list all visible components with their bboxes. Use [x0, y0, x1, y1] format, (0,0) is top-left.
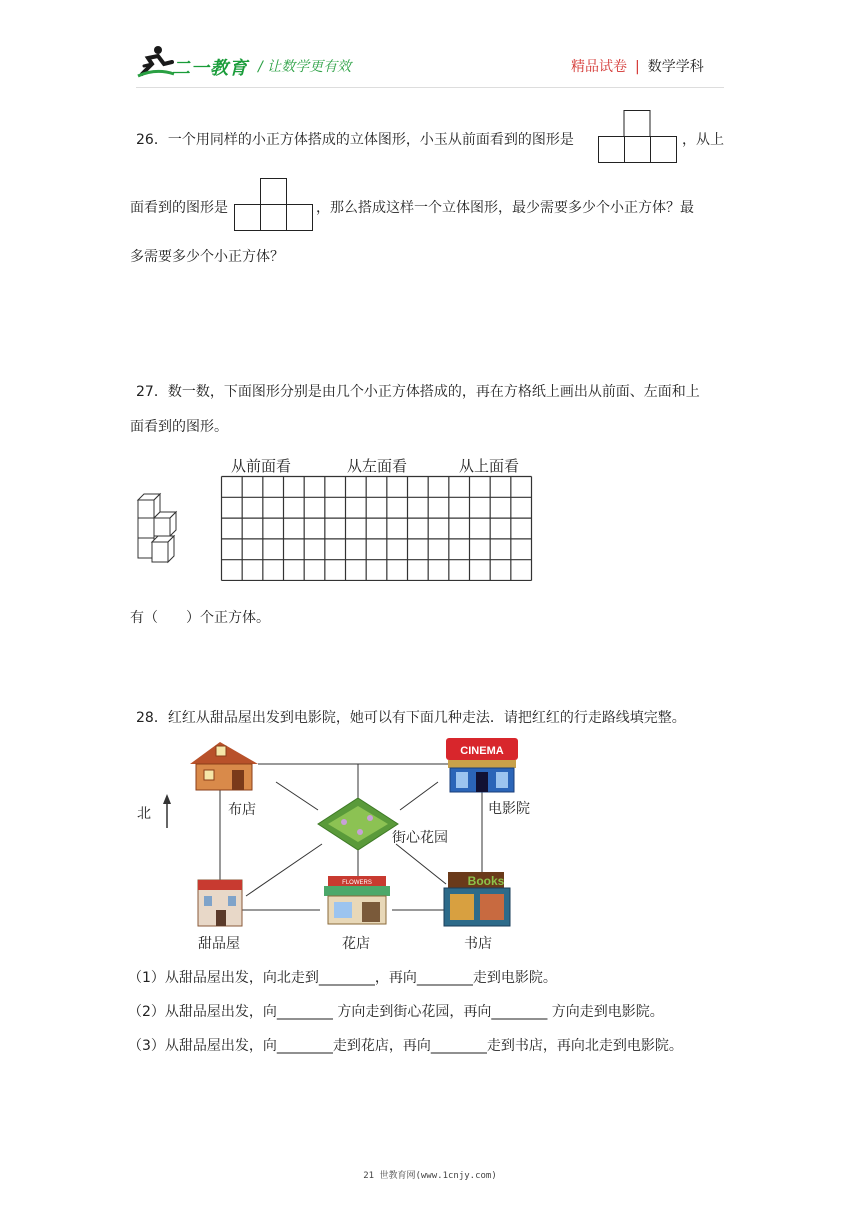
q28-map [130, 734, 550, 956]
q26-front-view-figure [598, 110, 678, 164]
q27-answer-grid [220, 475, 533, 581]
footer: 21 世教育网(www.1cnjy.com) [363, 1171, 497, 1181]
north-arrow-icon [163, 794, 171, 804]
cinema-sign: CINEMA [460, 745, 504, 757]
q27-line2: 面看到的图形。 [130, 419, 228, 435]
q28-item-1: （1）从甜品屋出发，向北走到________，再向________走到电影院。 [128, 970, 557, 986]
header-divider [136, 87, 724, 88]
map-label-garden: 街心花园 [392, 830, 448, 846]
slogan: / 让数学更有效 [258, 59, 352, 75]
map-label-dessert: 甜品屋 [198, 936, 240, 952]
q27-cube-figure [134, 492, 186, 566]
grid-label-left: 从左面看 [347, 457, 408, 475]
q26-top-view-figure [234, 178, 314, 234]
q26-part4: ，那么搭成这样一个立体图形，最少需要多少个小正方体？最 [316, 200, 694, 216]
q28-item-3: （3）从甜品屋出发，向________走到花店，再向________走到书店，再向北走到电影院。 [128, 1038, 683, 1054]
q26-part5: 多需要多少个小正方体？ [130, 249, 284, 265]
map-label-cloth-store: 布店 [228, 802, 256, 818]
header-tag-left: 精品试卷 [571, 59, 627, 75]
runner-logo-icon [136, 44, 176, 80]
grid-label-top: 从上面看 [459, 457, 520, 475]
q28-intro: 28．红红从甜品屋出发到电影院，她可以有下面几种走法．请把红红的行走路线填完整。 [136, 710, 686, 726]
header-separator: | [635, 59, 640, 75]
cloth-store-icon [190, 742, 258, 790]
flower-shop-icon [324, 876, 390, 924]
grid-label-front: 从前面看 [231, 457, 292, 475]
logo-text: 二一教育 [172, 58, 248, 79]
header-tag-right: 数学学科 [647, 59, 704, 75]
dessert-shop-icon [198, 880, 242, 926]
map-label-north: 北 [137, 806, 151, 822]
book-store-icon [444, 872, 510, 926]
book-sign: Books [467, 874, 505, 888]
cinema-icon [446, 738, 518, 792]
q28-item-2: （2）从甜品屋出发，向________ 方向走到街心花园，再向________ 方向走到电影院。 [128, 1004, 664, 1020]
q26-part2: ，从上 [682, 132, 724, 148]
map-label-flower: 花店 [342, 936, 370, 952]
garden-icon [318, 798, 398, 850]
flower-sign: FLOWERS [342, 880, 372, 886]
map-label-book: 书店 [464, 936, 492, 952]
map-label-cinema: 电影院 [488, 801, 530, 817]
q26-part3: 面看到的图形是 [130, 200, 228, 216]
header-tags [571, 56, 704, 76]
q26-part1: 26．一个用同样的小正方体搭成的立体图形，小玉从前面看到的图形是 [136, 132, 574, 148]
q27-line1: 27．数一数，下面图形分别是由几个小正方体搭成的，再在方格纸上画出从前面、左面和上 [136, 384, 700, 400]
q27-answer: 有（ ）个正方体。 [130, 610, 270, 626]
